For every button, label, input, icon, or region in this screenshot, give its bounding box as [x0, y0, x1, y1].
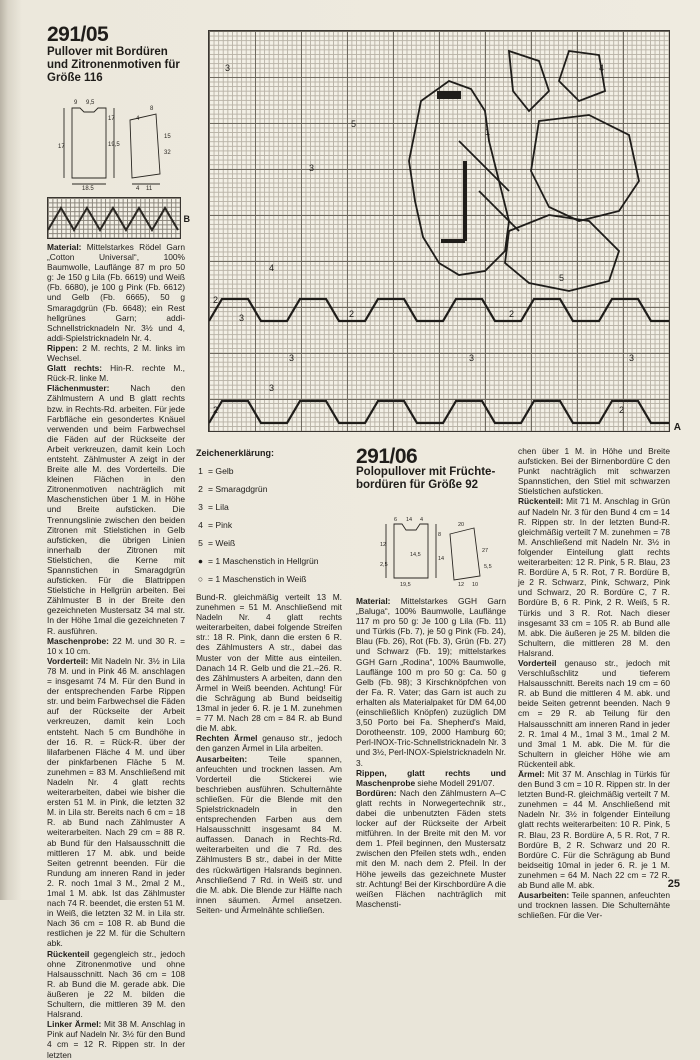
text-paragraph: Ausarbeiten: Teile spannen, anfeuchten und trocknen lassen. Am Vorderteil die Stickerei wie beschrieben ausführen. Schulternähte schließen. Für die Blende mit den Spielstricknadeln in den entsprechenden Farben aus dem Halsausschnitt insgesamt 84 M. auffassen. Danach in Rechts-Rd. weiterarbeiten und die 7 Rd. des Zählmusters B str., dabei in der Mitte des rückwärtigen Halsrands beginnen. Anschließend 7 Rd. in Weiß str. und die M. abk. Die Blende zur Hälfte nach innen säumen. Ärmel ansetzen. Seiten- und Ärmelnähte schließen.: [196, 753, 342, 915]
sleeve-outline: [450, 528, 480, 580]
color-code: 3: [289, 353, 295, 363]
text-paragraph: Rechten Ärmel genauso str., jedoch den ganzen Ärmel in Lila arbeiten.: [196, 733, 342, 754]
text-paragraph: chen über 1 M. in Höhe und Breite aufsticken. Bei der Birnenbordüre C den Punkt nachträglich mit schwarzen Spannstichen, den Stiel mit schwarzen Stielstichen aufsticken.: [518, 446, 670, 497]
text-paragraph: Bund-R. gleichmäßig verteilt 13 M. zunehmen = 51 M. Anschließend mit Nadeln Nr. 4 glatt rechts weiterarbeiten, dabei folgende Streifen str.: 18 R. Pink, dann die ersten 6 R. des Zählmusters A str., dabei das Muster von der Mitte aus einteilen. Danach 14 R. Gelb und die 21.–26. R. des Zählmusters A arbeiten, dann den Ärmel in Weiß beenden. Achtung! Für die Schrägung ab Bund beidseitig 13mal in jeder 6. R. je 1 M. zunehmen = 77 M. Nach 28 cm = 84 R. ab Bund die M. abk.: [196, 592, 342, 734]
text-paragraph: Bordüren: Nach den Zählmustern A–C glatt rechts in Norwegertechnik str., dabei die unbenutzten Fäden stets locker auf der Rückseite der Arbeit mitführen. In der Breite mit den M. vor dem 1. Pfeil beginnen, den Mustersatz zwischen den Pfeilen stets wdh., enden mit den M. nach dem 2. Pfeil. In der Höhe jeweils das gezeichnete Muster str. Achtung! Bei der Kirschbordüre A die weißen Flächen nachträglich mit Maschensti-: [356, 787, 506, 909]
measure-label: 4: [420, 517, 424, 523]
chart-motifs: [209, 31, 669, 431]
legend-item: ● = 1 Maschenstich in Hellgrün: [197, 556, 319, 566]
color-code: 3: [309, 163, 315, 173]
color-code: 2: [213, 405, 219, 415]
color-code: 5: [559, 273, 565, 283]
measure-label: 11: [146, 186, 153, 190]
measure-label: 4: [136, 116, 140, 122]
leaf-stem: [479, 191, 519, 231]
text-paragraph: Material: Mittelstarkes Rödel Garn „Cotton Universal“, 100% Baumwolle, Lauflänge 87 m pro 50 g: Je 150 g Lila (Fb. 6619) und Weiß (Fb. 6680), je 100 g Pink (Fb. 6612) und Gelb (Fb. 6665), 50 g Smaragdgrün (Fb. 6648); ein Rest hellgrünes Garn; addi-Schnellstricknadeln Nr. 3½ und 4, addi-Spielstricknadeln Nr. 4.: [47, 242, 185, 343]
legend-item: 2 = Smaragdgrün: [198, 484, 268, 494]
front-piece-outline: [394, 524, 428, 578]
measure-label: 14,5: [410, 552, 421, 558]
title-line: Polopullover mit Früchte-: [356, 466, 496, 479]
zigzag-border-upper: [209, 299, 669, 321]
article-number: 291/06: [356, 445, 418, 468]
garment-schematic-2: [380, 516, 506, 588]
chart-a-label: A: [673, 422, 681, 433]
measure-label: 17: [58, 144, 65, 150]
measure-label: 12: [380, 542, 387, 548]
zigzag-border-motif: [48, 208, 178, 230]
legend-title: Zeichenerklärung:: [196, 448, 275, 458]
article-title: [356, 466, 504, 492]
article-title: [47, 46, 187, 85]
pattern-chart-a: [208, 30, 681, 433]
measure-label: 8: [438, 532, 442, 538]
color-code: 5: [351, 119, 357, 129]
article-291-06-continued: [518, 446, 670, 920]
color-code: 3: [239, 313, 245, 323]
color-code: 2: [509, 309, 515, 319]
text-paragraph: Rippen, glatt rechts und Maschenprobe siehe Modell 291/07.: [356, 767, 506, 788]
color-code: 3: [629, 353, 635, 363]
text-paragraph: Material: Mittelstarkes GGH Garn „Baluga“, 100% Baumwolle, Lauflänge 117 m pro 50 g: Je 100 g Lila (Fb. 11) und Türkis (Fb. 7), je 50 g Pink (Fb. 24), Blau (Fb. 26), Rot (Fb. 3), Grün (Fb. 27) und Schwarz (Fb. 19); mittelstarkes GGH Garn „Rodina“, 100% Baumwolle, Lauflänge 100 m pro 50 g: Ca. 50 g Gelb (Fb. 98); 3 Kirschknöpfchen von der Fa. R. Vater; das Garn ist auch zu erhalten als Materialpaket für DM 64,00 (einschließlich Knöpfen) zuzüglich DM 3,50 Porto bei Fa. Shepherd's Maid, Dorotheenstr. 109, 2000 Hamburg 60; Perl-INOX-Tric-Schnellstricknadeln Nr. 3 und 3½, Perl-INOX-Spielstricknadeln Nr. 3.: [356, 596, 506, 768]
front-piece-outline: [72, 108, 106, 178]
article-291-06-body: [356, 596, 506, 909]
title-line: Pullover mit Bordüren: [47, 46, 168, 59]
measure-label: 8: [150, 106, 154, 112]
legend-item: 1 = Gelb: [198, 466, 234, 476]
text-paragraph: Glatt rechts: Hin-R. rechte M., Rück-R. linke M.: [47, 363, 185, 384]
text-paragraph: Rippen: 2 M. rechts, 2 M. links im Wechsel.: [47, 342, 185, 364]
leaf-motif-outline: [509, 51, 549, 111]
legend-item: 5 = Weiß: [198, 538, 236, 548]
measure-label: 19,5: [400, 582, 411, 588]
title-line: bordüren für Größe 92: [356, 479, 479, 492]
measure-label: 14: [438, 556, 445, 562]
measure-label: 18,5: [82, 186, 94, 190]
chart-b-label: B: [183, 214, 190, 224]
article-291-06-header: [356, 445, 504, 492]
color-code: 4: [599, 63, 605, 73]
measure-label: 2,5: [380, 562, 388, 568]
measure-label: 9,5: [86, 100, 95, 106]
filled-stitch-area: [441, 239, 465, 243]
text-paragraph: Maschenprobe: 22 M. und 30 R. = 10 x 10 cm.: [47, 635, 185, 656]
pattern-chart-b: [47, 197, 190, 239]
page-number: 25: [667, 878, 680, 890]
text-paragraph: Rückenteil gegengleich str., jedoch ohne Zitronenmotive und ohne Halsausschnitt. Nach 36 cm = 108 R. ab Bund die M. gerade abk. Die äußeren je 22 M. bilden die Schultern, die mittleren 39 M. den Halsrand.: [47, 948, 185, 1020]
measure-label: 5,5: [484, 564, 492, 570]
sleeve-outline: [130, 114, 160, 178]
color-code: 2: [349, 309, 355, 319]
leaf-motif-outline: [559, 51, 605, 101]
title-line: und Zitronenmotiven für: [47, 59, 180, 72]
color-code: 3: [269, 383, 275, 393]
text-paragraph: Ärmel: Mit 37 M. Anschlag in Türkis für den Bund 3 cm = 10 R. Rippen str. In der letzten Bund-R. gleichmäßig verteilt 7 M. zunehmen = 44 M. Anschließend mit Nadeln Nr. 3½ in folgender Einteilung glatt rechts weiterarbeiten: 10 R. Pink, 5 R. Blau, 23 R. Bordüre A, 5 R. Rot, 7 R. Bordüre B, 2 R. Schwarz und 20 R. Bordüre C. Für die Schrägung ab Bund beidseitig 10mal in jeder 6. R. je 1 M. zunehmen = 64 M. Nach 22 cm = 72 R. ab Bund alle M. abk.: [518, 769, 671, 891]
measure-label: 27: [482, 548, 489, 554]
color-code: 3: [225, 63, 231, 73]
measure-label: 6: [394, 517, 398, 523]
article-291-05-continued: [196, 592, 342, 915]
measure-label: 15: [164, 134, 171, 140]
filled-stitch-area: [463, 161, 467, 241]
measure-label: 20: [458, 522, 465, 528]
legend-item: 4 = Pink: [198, 520, 233, 530]
text-paragraph: Rückenteil: Mit 71 M. Anschlag in Grün auf Nadeln Nr. 3 für den Bund 4 cm = 14 R. Rippen str. In der letzten Bund-R. gleichmäßig verteilt 7 M. zunehmen = 78 M. Anschließend mit Nadeln Nr. 3½ in folgender Einteilung glatt rechts weiterarbeiten: 12 R. Pink, 5 R. Blau, 23 R. Bordüre A, 5 R. Rot, 7 R. Bordüre B, je 2 R. Schwarz, Pink, Schwarz, Pink und Schwarz, 20 R. Bordüre C, 7 R. Bordüre B, 6 R. Pink, 2 R. Weiß, 5 R. Türkis und 3 R. Rot. Nach dieser insgesamt 33 cm = 105 R. ab Bund alle M. abk. Die äußeren je 25 M. bilden die Schultern, die mittleren 28 M. den Halsrand.: [518, 496, 670, 658]
legend-item: 3 = Lila: [198, 502, 229, 512]
measure-label: 4: [136, 186, 140, 190]
color-code: 4: [269, 263, 275, 273]
text-paragraph: Vorderteil: Mit Nadeln Nr. 3½ in Lila 78 M. und in Pink 46 M. anschlagen = insgesamt 74 M. Für den Bund in der entsprechenden Farbe Rippen str. und beim Farbwechsel die Fäden auf der Rückseite der Arbeit verkreuzen, damit kein Loch entsteht. Nach 5 cm Bundhöhe in der 16. R. = Rück-R. über der lilafarbenen Fläche 4 M. und über der pinkfarbenen Fläche 5 M. zunehmen = 83 M. Anschließend mit Nadeln Nr. 4 glatt rechts weiterarbeiten, dabei wie bisher die ersten 51 M. in Pink, die letzten 32 M. in Lila str. Bereits nach 6 cm = 18 R. ab Bund nach Zählmuster A weiterarbeiten. Nach 29 cm = 88 R. ab Bund für den Halsausschnitt die mittleren 17 M. abk. und beide Seiten getrennt beenden. Für die Rundung am inneren Rand in jeder 2. R. noch 1mal 3 M., 2mal 2 M., 1mal 1 M. abk. Ist das Zählmuster nach 74 R. beendet, die ersten 51 M. in Weiß, die letzten 32 M. in Lila str. Nach 36 cm = 108 R. ab Bund die restlichen je 22 M. für die Schultern abk.: [47, 655, 185, 949]
measure-label: 12: [458, 582, 465, 588]
text-paragraph: Vorderteil genauso str., jedoch mit Verschlußschlitz und tieferem Halsausschnitt. Bereits nach 19 cm = 60 R. ab Bund die mittleren 4 M. abk. und beide Seiten getrennt beenden. Nach 9 cm = 29 R. ab Teilung für den Halsausschnitt am inneren Rand in jeder 2. R. 1mal 4 M., 1mal 3 M., 1mal 2 M. und 3mal 1 M. abk. Die M. für die Schultern in gleicher Höhe wie am Rückenteil abk.: [518, 657, 670, 769]
color-code: 2: [213, 295, 219, 305]
zigzag-border-lower: [209, 401, 669, 423]
color-code: 2: [619, 405, 625, 415]
color-code: 3: [469, 353, 475, 363]
lemon-motif-outline: [409, 81, 509, 275]
article-291-05-body: [47, 242, 185, 1060]
article-291-05-header: [47, 23, 187, 85]
title-line: Größe 116: [47, 72, 103, 85]
measure-label: 17: [108, 116, 115, 122]
measure-label: 9: [74, 100, 78, 106]
text-paragraph: Linker Ärmel: Mit 38 M. Anschlag in Pink auf Nadeln Nr. 3½ für den Bund 4 cm = 12 R. Rippen str. In der letzten: [47, 1019, 185, 1060]
article-number: 291/05: [47, 23, 109, 46]
legend-item: ○ = 1 Maschenstich in Weiß: [197, 574, 307, 584]
text-paragraph: Flächenmuster: Nach den Zählmustern A und B glatt rechts bzw. in Rechts-Rd. arbeiten. Für jede Farbfläche ein gesondertes Knäuel verwenden und beim Farbwechsel die Fäden auf der Rückseite der Arbeit verkreuzen, damit kein Loch entsteht. Zählmuster A zeigt in der Breite alle M. des Vorderteils. Die kleinen Flächen in den Zitronenmotiven nachträglich mit Maschenstichen über 1 M. in Höhe und Breite aufsticken. Die Trennungslinie zwischen den beiden Zitronen mit Stielstichen in Gelb aufsticken, die übrigen Linien innerhalb der Zitronen mit Stielstichen, die Kerne mit Spannstichen in Smaragdgrün aufsticken. Für die Blattrippen Stielstiche in Hellgrün arbeiten. Bei Zählmuster B in der Breite den gezeichneten Mustersatz 34 mal str. In der Höhe 1mal die gezeichneten 7 R. ausführen.: [47, 383, 185, 636]
filled-stitch-area: [437, 91, 461, 99]
measure-label: 14: [406, 517, 413, 523]
lemon-slice-outline: [531, 115, 639, 221]
measure-label: 10: [472, 582, 479, 588]
measure-label: 32: [164, 150, 171, 156]
text-paragraph: Ausarbeiten: Teile spannen, anfeuchten und trocknen lassen. Die Schulternähte schließen. Für die Ver-: [518, 890, 670, 921]
color-code: 1: [485, 127, 491, 137]
garment-schematic: [50, 98, 190, 190]
measure-label: 19,5: [108, 142, 120, 148]
